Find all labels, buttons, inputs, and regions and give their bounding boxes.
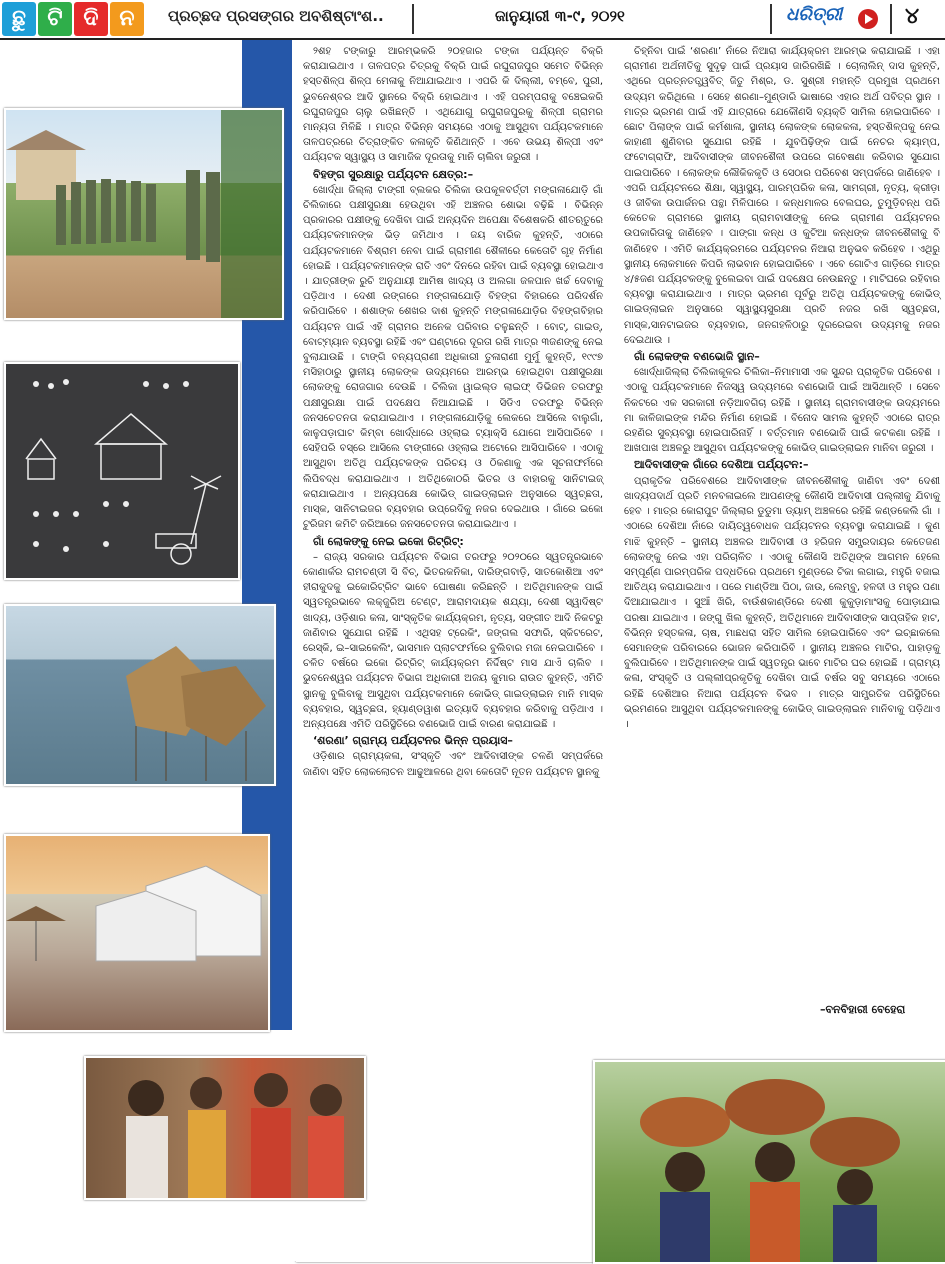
paragraph: – ରାଜ୍ୟ ସରକାର ପର୍ଯ୍ୟଟନ ବିଭାଗ ତରଫରୁ ୨୦୨୦ରେ ସ୍ୱତନ୍ତ୍ରଭାବେ କୋଣାର୍କର ରାମଚଣ୍ଡୀ ସି ବିଚ୍, ଭିତରକନିକା, ଦାରିଙ୍ଗବାଡ଼ି, ସାତକୋଶିଆ ଏବଂ ହୀରାକୁଦକୁ ଇକୋରିଟ୍ରିଟ ଭାବେ ଘୋଷଣା କରିଛନ୍ତି । ଅତିଥିମାନଙ୍କ ପାଇଁ ସ୍ୱତନ୍ତ୍ରଭାବେ ଲକ୍ଜୁରିଅ ଟେଣ୍ଟ, ଆରାମଦାୟକ ଶଯ୍ୟା, ଦେଶୀ ସ୍ୱାଦିଷ୍ଟ ଖାଦ୍ୟ, ଓଡ଼ିଶାର କଳା, ସାଂସ୍କୃତିକ କାର୍ଯ୍ୟକ୍ରମ, ନୃତ୍ୟ, ସଙ୍ଗୀତ ଆଦି ନିକଟରୁ ଜାଣିବାର ସୁଯୋଗ ରହିଛି । ଏଥିସହ ଟ୍ରେକିଂ, ଜଙ୍ଗଲ ସଫାରି, ସ୍କିଟରେଟ, ରେସ୍କି, ଇ–ସାଇକେଲିଂ, ଭାସମାନ ପ୍ଲାଟଫର୍ମରେ ବୁଲିବାର ମଜା ନେଇପାରିବେ । ଚଳିତ ବର୍ଷରେ ଇକୋ ରିଟ୍ରିଟ୍ କାର୍ଯ୍ୟକ୍ରମ ନିର୍ଦ୍ଦିଷ୍ଟ ମାସ ଯାଏଁ ଚାଲିବ । ଭୁବନେଶ୍ୱର ପର୍ଯ୍ୟଟନ ବିଭାଗ ଅଧିକାରୀ ଅଜୟ କୁମାର ରାଉତ କୁହନ୍ତି, ଏମିତି ସ୍ଥାନକୁ ବୁଲିବାକୁ ଆସୁଥିବା ପର୍ଯ୍ୟଟକମାନେ କୋଭିଡ୍ ଗାଇଡ୍‌ଲାଇନ ମାନି ମାସ୍କ ବ୍ୟବହାର, ସ୍ୱଚ୍ଛତା, ହ୍ୟାଣ୍ଡୱାଶ ଇତ୍ୟାଦି ବ୍ୟବହାର କରିବାକୁ ପଡ଼ିଥାଏ । ଅନ୍ୟପକ୍ଷେ ଏମିତି ପରିସ୍ଥିତିରେ ବଣଭୋଜି ପାଇଁ ବାରଣ କରାଯାଇଛି । xyxy=(303,551,603,730)
photo-strip xyxy=(0,1040,945,1261)
logo-letter: ଟି xyxy=(38,2,72,36)
saura-painting-photo xyxy=(4,362,240,580)
paragraph: ଓଡ଼ିଶାର ଗ୍ରାମ୍ୟକଳା, ସଂସ୍କୃତି ଏବଂ ଆଦିବାସୀଙ୍କ ଚଳଣି ସମ୍ପର୍କରେ ଜାଣିବା ସହିତ ଲୋକଲୋଚନ ଆଢୁଆଳରେ ଥିବା କେତୋଟି ନୂତନ ପର୍ଯ୍ୟଟନ ସ୍ଥାନକୁ xyxy=(303,751,603,778)
subheading: ‘ଶରଣା’ ଗ୍ରାମ୍ୟ ପର୍ଯ୍ୟଟନର ଭିନ୍ନ ପ୍ରୟାସ– xyxy=(313,734,513,748)
saura-illustration xyxy=(6,364,238,578)
paragraph: ଖୋର୍ଦ୍ଧା ଜିଲ୍ଲା ଟାଙ୍ଗୀ ବ୍ଲକର ଚିଲିକା ଉପକୂଳବର୍ତ୍ତୀ ମଙ୍ଗଳାଯୋଡ଼ି ଗାଁ ଚିଲିକାରେ ପକ୍ଷୀସୁରକ୍ଷା ହେଉଥିବା ଏହି ଅଞ୍ଚଳର ଶୋଭା ବଢ଼ିଛି । ବିଭିନ୍ନ ପ୍ରକାରର ପକ୍ଷୀଙ୍କୁ ଦେଖିବା ପାଇଁ ଅନ୍ୟଦିନ ଅପେକ୍ଷା ବିଶେଷକରି ଶୀତଋତୁରେ ପର୍ଯ୍ୟଟକମାନଙ୍କ ଭିଡ଼ ଜମିଥାଏ । ଜୟ ବାରିକ କୁହନ୍ତି, ଏଠାରେ ପର୍ଯ୍ୟଟକମାନେ ବିଶ୍ରାମ ନେବା ପାଇଁ ଗ୍ରାମୀଣ ଶୈଳୀରେ କେତୋଟି ଗୃହ ନିର୍ମାଣ ହୋଇଛି । ପର୍ଯ୍ୟଟକମାନଙ୍କ ରାତି ଏବଂ ଦିନରେ ରହିବା ପାଇଁ ବ୍ୟବସ୍ଥା ହୋଇଥାଏ । ଯାତ୍ରୀଙ୍କ ରୁଚି ଅନୁଯାୟୀ ଆମିଷ ଖାଦ୍ୟ ଓ ଅଲଗା ଜଳପାନ ଖର୍ଚ୍ଚ ଦେବାକୁ ପଡ଼ିଥାଏ । ଦେଶୀ ରଙ୍ଗରେ ମଙ୍ଗଳାଯୋଡ଼ି ବିହଙ୍ଗ ବିହାରରେ ପରିଦର୍ଶନ କରିପାରିବେ । ଶଶାଙ୍କ ଶେଖର ଦାଶ କୁହନ୍ତି ମଙ୍ଗଳାଯୋଡ଼ିର ବିହଙ୍ଗବିହାର ପର୍ଯ୍ୟଟନ ପାଇଁ ଏହି ଗ୍ରାମର ଅନେକ ପରିବାର ଚଳୁଛନ୍ତି । ବୋଟ୍, ଗାଇଡ୍, ବୋଟ୍‌ମ୍ୟାନ ବ୍ୟବସ୍ଥା ରହିଛି ଏବଂ ଘଣ୍ଟାରେ ଦୂରତା ରଖି ମାତ୍ର ୩ଜଣଙ୍କୁ ନେଇ ବୁଲାଯାଉଛି । ଟାଙ୍ଗି ବନ୍ୟପ୍ରାଣୀ ଅଧିକାରୀ ତୁଳାରାଣୀ ମୁର୍ମୁ କୁହନ୍ତି, ୧୯୯୭ ମସିହାଠାରୁ ସ୍ଥାନୀୟ ଲୋକଙ୍କ ଉଦ୍ୟମରେ ଆରମ୍ଭ ହୋଇଥିବା ପକ୍ଷୀସୁରକ୍ଷା ଲୋକଙ୍କୁ ରୋଜଗାର ଦେଉଛି । ଚିଲିକା ୱାଇଲ୍ଡ ଲାଇଫ୍ ଡିଭିଜନ ତରଫରୁ ପକ୍ଷୀସୁରକ୍ଷା ପାଇଁ ପଦକ୍ଷେପ ନିଆଯାଇଛି । ସିଡିଏ ତରଫରୁ ବିଭିନ୍ନ ଜନସଚେତନତା କରାଯାଇଥାଏ । ମଙ୍ଗଳାଯୋଡ଼ିକୁ ଲେକରେ ଆସିଲେ ବାଲୁଗାଁ, କାଳୁପଡ଼ାଘାଟ କିମ୍ବା ଖୋର୍ଦ୍ଧାରେ ଓହ୍ଲାଇ ଟ୍ୟାକ୍ସି ଯୋଗେ ଆସିପାରିବେ । ସେହିପରି ବସ୍‌ରେ ଆସିଲେ ଟାଙ୍ଗୀରେ ଓହ୍ଲାଇ ଅଟୋରେ ଆସିପାରିବେ । ଏଠାକୁ ଆସୁଥିବା ଅତିଥି ପର୍ଯ୍ୟଟକଙ୍କ ପରିଚୟ ଓ ଠିକଣାକୁ ଏକ ସୂଚନାଫର୍ମରେ ଲିପିବଦ୍ଧ କରାଯାଇଥାଏ । ଅତିଥିକୋଠରି ଭିତର ଓ ବାହାରକୁ ସାନିଟାଇଜ୍ କରାଯାଇଥାଏ । ଅନ୍ୟପକ୍ଷେ କୋଭିଡ୍ ଗାଇଡ୍‌ଲାଇନ ଅନୁସାରେ ସ୍ୱଚ୍ଛତା, ମାସ୍କ, ସାନିଟାଇଜର ବ୍ୟବହାର ଉପ୍ରେଦିକୁ ନଜର ଦେଇଥାଉ । ଗାଁରେ ଇକୋ ଟୁରିଜମ କମିଟି ଜରିଆରେ ଜନସଚେତନତା କରାଯାଇଥାଏ । xyxy=(303,184,603,531)
paragraph: ପ୍ରାକୃତିକ ପରିବେଶରେ ଆଦିବାସୀଙ୍କ ଜୀବନଶୈଳୀକୁ ଜାଣିବା ଏବଂ ଦେଶୀ ଖାଦ୍ୟପଦାର୍ଥ ପ୍ରତି ମନବଳାଇଲେ ଆପଣଙ୍କୁ କୌଣସି ଆଦିବାସୀ ପଲ୍ଲୀକୁ ଯିବାକୁ ହେବ । ମାତ୍ର କୋରାପୁଟ ଜିଲ୍ଲାର ଡୁଡୁମା ଡ୍ୟାମ୍ ଅଞ୍ଚଳରେ ରହିଛି କଣ୍ଡକେଲି ଗାଁ । ଏଠାରେ ଦେଶିଆ ନାଁରେ ଦାୟିତ୍ୱବୋଧକ ପର୍ଯ୍ୟଟନର ବ୍ୟବସ୍ଥା କରାଯାଇଛି । କୁଣ ମାଝି କୁହନ୍ତି – ସ୍ଥାନୀୟ ଅଞ୍ଚଳର ଆଦିବାସୀ ଓ ହରିଜନ ସମ୍ପ୍ରଦାୟର କେତେଜଣ ଲୋକଙ୍କୁ ନେଇ ଏହା ପରିଚାଳିତ । ଏଠାକୁ କୌଣସି ଅତିଥିଙ୍କ ଆଗମନ ହେଲେ ସମ୍ପୂର୍ଣ୍ଣ ପାରମ୍ପରିକ ପଦ୍ଧତିରେ ପ୍ରଥମେ ମୁଣ୍ଡରେ ଟିକା ଲଗାଇ, ମହୁରି ବଜାଇ ଆତିଥ୍ୟ କରାଯାଇଥାଏ । ପରେ ମାଣ୍ଡିଆ ପିଠା, ଜାଉ, ଲେମ୍ବୁ, ହଳଦୀ ଓ ମହୁର ପଣା ଦିଆଯାଇଥାଏ । ସୁଆଁ ଖିରି, ବାଉଁଶକାଣ୍ଡିରେ ଦେଶୀ କୁକୁଡ଼ାମାଂସକୁ ପୋଡ଼ାଯାଇ ପରଷା ଯାଇଥାଏ । ଜଙ୍ଗୁ ଖିଲ କୁହନ୍ତି, ଅତିଥିମାନେ ଆଦିବାସୀଙ୍କ ସାପ୍ତାହିକ ହାଟ, ବିଭିନ୍ନ ହସ୍ତକଳା, ଚାଷ, ମାଛଧରା ସହିତ ସାମିଲ ହୋଇପାରିବେ ଏବଂ ଇଚ୍ଛାକଲେ ସେମାନଙ୍କ ପରିବାରରେ ଭୋଜନ କରିପାରିବି । ସ୍ଥାନୀୟ ଅଞ୍ଚଳର ମାଟିର, ପାହାଡ଼କୁ ବୁଲିପାରିବେ । ଅତିଥିମାନଙ୍କ ପାଇଁ ସ୍ୱତନ୍ତ୍ର ଭାବେ ମାଟିର ଘର ହୋଇଛି । ଗ୍ରାମ୍ୟ କଳା, ସଂସ୍କୃତି ଓ ପଲ୍ଲୀପ୍ରକୃତିକୁ ଦେଖିବା ପାଇଁ ବର୍ଷର ସବୁ ସମୟରେ ଏଠାରେ ରହିଛି ଦେଶିଆର ନିଆରା ପର୍ଯ୍ୟଟନ ବିଭବ । ମାତ୍ର ସାମ୍ପ୍ରତିକ ପରିସ୍ଥିତିରେ ଭ୍ରମଣରେ ଆସୁଥିବା ପର୍ଯ୍ୟଟକମାନଙ୍କୁ କୋଭିଡ୍ ଗାଇଡ୍‌ଲାଇନ ମାନିବାକୁ ପଡ଼ିଥାଏ । xyxy=(624,475,941,730)
subheading: ଗାଁ ଲୋକଙ୍କୁ ନେଇ ଇକୋ ରିଟ୍ରିଟ୍: xyxy=(313,534,464,548)
header-rule xyxy=(0,38,945,40)
paragraph: ଚିହ୍ନିବା ପାଇଁ ‘ଶରଣା’ ନାଁରେ ନିଆରା କାର୍ଯ୍ୟକ୍ରମ ଆରମ୍ଭ କରାଯାଇଛି । ଏହା ଗ୍ରାମୀଣ ଅର୍ଥନୀତିକୁ ସୁଦୃଢ଼ ପାଇଁ ପ୍ରୟାସ ଜାରିରଖିଛି । ଚୋଲାଲିନ୍ ଦାସ କୁହନ୍ତି, ଏଥିରେ ପ୍ରତ୍ନତତ୍ତ୍ୱବିତ୍ ଜିତୁ ମିଶ୍ର, ଡ. ସୁଶ୍ରୀ ମହାନ୍ତି ପ୍ରମୁଖ ପ୍ରଥମେ ଉଦ୍ୟମ କରିଥିଲେ । ସେହେ ଶରଣା–ମୁଣ୍ଡାରି ଭାଷାରେ ଏହାର ଅର୍ଥ ପବିତ୍ର ସ୍ଥାନ । ମାତ୍ର ଭ୍ରମଣ ପାଇଁ ଏହି ଯାତ୍ରାରେ ଯେକୌଣସି ବ୍ୟକ୍ତି ସାମିଲ ହୋଇପାରିବେ । ଛୋଟ ପିଲାଙ୍କ ପାଇଁ କର୍ମଶାଳା, ସ୍ଥାନୀୟ ଲୋକଙ୍କ ଲୋକକଳା, ହସ୍ତଶିଳ୍ପକୁ ନେଇ କାହାଣୀ ଶୁଣିବାର ସୁଯୋଗ ରହିଛି । ଯୁବପିଢ଼ିଙ୍କ ପାଇଁ ନେଚର କ୍ୟାମ୍ପ, ଫଟୋଗ୍ରାଫି, ଆଦିବାସୀଙ୍କ ଜୀବନଶୈଳୀ ଉପରେ ଗବେଷଣା କରିବାର ସୁଯୋଗ ପାଇପାରିବେ । ଲୋକଙ୍କ ଲୌକିକକୃତି ଓ ସେଠାର ପରିବେଶ ସମ୍ପର୍କରେ ଜାଣିହେବ । ଏପରି ପର୍ଯ୍ୟଟନରେ ଶିକ୍ଷା, ସ୍ୱାସ୍ଥ୍ୟ, ପାରମ୍ପରିକ କଳା, ସାମଗ୍ରୀ, ନୃତ୍ୟ, କ୍ରୀଡ଼ା ଓ ଜୀବିକା ଉପାର୍ଜନର ପନ୍ଥା ମିଳିପାରେ । କନ୍ଧମାଳର ବେଲଘର, ତୁମୁଡ଼ିବନ୍ଧ ପରି କେତେକ ଗ୍ରାମରେ ସ୍ଥାନୀୟ ଗ୍ରାମବାସୀଙ୍କୁ ନେଇ ଗ୍ରାମୀଣ ପର୍ଯ୍ୟଟନର ଉପକାରିତାକୁ ଜାଣିହେବ । ପାଙ୍ଗା କନ୍ଧ ଓ କୁଟିଆ କନ୍ଧଙ୍କ ଜୀବନଶୈଳୀକୁ ବି ଜାଣିହେବ । ଏମିତି କାର୍ଯ୍ୟକ୍ରମରେ ପର୍ଯ୍ୟଟନର ନିଆରା ଅନୁଭବ କରିହେବ । ଏଥିରୁ ସ୍ଥାନୀୟ ଲୋକମାନେ କିପରି ଲାଭବାନ ହୋଇପାରିବେ । ଏବେ ଗୋଟିଏ ଗାଡ଼ିରେ ମାତ୍ର ୪/୫ଜଣ ପର୍ଯ୍ୟଟକଙ୍କୁ ବୁଲେଇବା ପାଇଁ ପଦକ୍ଷେପ ନେଉଛନ୍ତୁ । ମାଟିଘରେ ରହିବାର ବ୍ୟବସ୍ଥା କରାଯାଇଥାଏ । ମାତ୍ର ଭ୍ରମଣ ପୂର୍ବରୁ ଅତିଥି ପର୍ଯ୍ୟଟକଙ୍କୁ କୋଭିଡ୍ ଗାଇଡ୍‌ଲାଇନ ଅନୁସାରେ ସ୍ୱାସ୍ଥ୍ୟସୁରକ୍ଷା ପ୍ରତି ନଜର ରଖି ସ୍ୱଚ୍ଛତା, ମାସ୍କ,ସାନଟାଇଜର ବ୍ୟବହାର, ଜନଗହଳିଠାରୁ ଦୂରରେଇବା ଉଦ୍ୟମକୁ ନଜର ଦେଇଥାଉ । xyxy=(624,46,940,346)
guards-photo xyxy=(4,108,284,320)
subheading: ବିହଙ୍ଗ ସୁରକ୍ଷାରୁ ପର୍ଯ୍ୟଟନ କ୍ଷେତ୍ର:– xyxy=(313,167,474,181)
logo-letter: ନ xyxy=(110,2,144,36)
column-2 xyxy=(624,44,940,999)
logo-letter: ଦି xyxy=(74,2,108,36)
paragraph: ଖୋର୍ଦ୍ଧାଜିଲ୍ଲା ଚିଲିକାକୂଳର ଚିଲିକା–ନିମାମାସୀ ଏକ ସୁନ୍ଦର ପ୍ରାକୃତିକ ପରିବେଶ । ଏଠାକୁ ପର୍ଯ୍ୟଟକମାନେ ନିଜସ୍ୱ ଉଦ୍ୟମରେ ବଣଭୋଜି ପାଇଁ ଆସିଥାନ୍ତି । ସେବେ ନିକଟରେ ଏକ ସରକାରୀ ନଡ଼ିଆବଗିଚା ରହିଛି । ସ୍ଥାନୀୟ ଗ୍ରାମବାସୀଙ୍କ ଉଦ୍ୟମରେ ମା କାଳିଜାଇଙ୍କ ମନ୍ଦିର ନିର୍ମାଣ ହୋଇଛି । ବିନୋଦ ସାମଲ କୁହନ୍ତି ଏଠାରେ ରାତ୍ର ରହଣିର ସୁବ୍ୟବସ୍ଥା ହୋଇପାରିନାହିଁ । ବର୍ତ୍ତମାନ ବଣଭୋଜି ପାଇଁ କଟକଣା ରହିଛି । ଆଖପାଖ ଅଞ୍ଚଳରୁ ଆସୁଥିବା ପର୍ଯ୍ୟଟକଙ୍କୁ କୋଭିଡ୍ ଗାଇଡ୍‌ଲାଇନ ମାନିବା ଜରୁରୀ । xyxy=(624,367,940,455)
subheading: ଗାଁ ଲୋକଙ୍କ ବଣଭୋଜି ସ୍ଥାନ– xyxy=(634,350,760,364)
header-divider xyxy=(890,4,892,34)
kicker: ପ୍ରଚ୍ଛଦ ପ୍ରସଙ୍ଗର ଅବଶିଷ୍ଟାଂଶ.. xyxy=(168,7,384,25)
tribal-women-photo xyxy=(84,1056,366,1200)
chilika-photo xyxy=(4,604,276,786)
beach-tents-photo xyxy=(4,834,270,1032)
header-divider xyxy=(412,4,414,34)
page-header xyxy=(0,0,945,38)
column-1 xyxy=(303,44,603,1034)
page-number: ୪ xyxy=(905,4,920,29)
women-baskets-photo xyxy=(593,1060,945,1264)
byline: –ବନବିହାରୀ ବେହେରା xyxy=(820,1003,906,1016)
brand-logo: ଧରିତ୍ରୀ xyxy=(786,4,843,25)
section-logo xyxy=(2,2,144,36)
baskets-illustration xyxy=(595,1062,945,1262)
women-illustration xyxy=(86,1058,364,1198)
header-divider xyxy=(770,4,772,34)
play-icon xyxy=(858,9,878,29)
fishing-traps-illustration xyxy=(6,606,274,784)
subheading: ଆଦିବାସୀଙ୍କ ଗାଁରେ ଦେଶିଆ ପର୍ଯ୍ୟଟନ:– xyxy=(634,458,809,472)
logo-letter: ଛୁ xyxy=(2,2,36,36)
guards-illustration xyxy=(6,110,282,318)
paragraph: ୨ଶହ ଟଙ୍କାରୁ ଆରମ୍ଭକରି ୨୦ହଜାର ଟଙ୍କା ପର୍ଯ୍ୟନ୍ତ ବିକ୍ରି କରାଯାଇଥାଏ । ତାଳପତ୍ର ଚିତ୍ରକୁ ବିକ୍ରି ପାଇଁ ରଘୁରାଜପୁର ସମେତ ବିଭିନ୍ନ ହସ୍ତଶିଳ୍ପ ଶିଳ୍ପ ମେଳାକୁ ନିଆଯାଇଥାଏ । ଏପରି କି ଦିଲ୍ଲୀ, ବମ୍ବେ, ପୁରୀ, ଭୁବନେଶ୍ବର ଆଦି ସ୍ଥାନରେ ବିକ୍ରି ହୋଇଥାଏ । ଏହି ପରମ୍ପରାକୁ ବଞ୍ଚେଇକରି ରଘୁରାଜପୁର ଚାଲୁ ରଖିଛନ୍ତି । ଏଥିଯୋଗୁ ରଘୁରାଜପୁରକୁ ଶିଳ୍ପୀ ଗ୍ରାମର ମାନ୍ୟତା ମିଳିଛି । ମାତ୍ର ବିଭିନ୍ନ ସମୟରେ ଏଠାକୁ ଆସୁଥିବା ପର୍ଯ୍ୟଟକମାନେ ତାଳପତ୍ରରେ ଚିତ୍ରାଙ୍କିତ କଳାକୃତି କିଣିଥାନ୍ତି । ଏବେ ଉଭୟ ଶିଳ୍ପୀ ଏବଂ ପର୍ଯ୍ୟଟକ ସ୍ୱାସ୍ଥ୍ୟ ଓ ସାମାଜିକ ଦୂରତାକୁ ମାନି ଚାଲିବା ଜରୁରୀ । xyxy=(303,46,603,164)
issue-date: ଜାନୁୟାରୀ ୩-୯, ୨୦୨୧ xyxy=(495,7,625,25)
tents-illustration xyxy=(6,836,268,1030)
